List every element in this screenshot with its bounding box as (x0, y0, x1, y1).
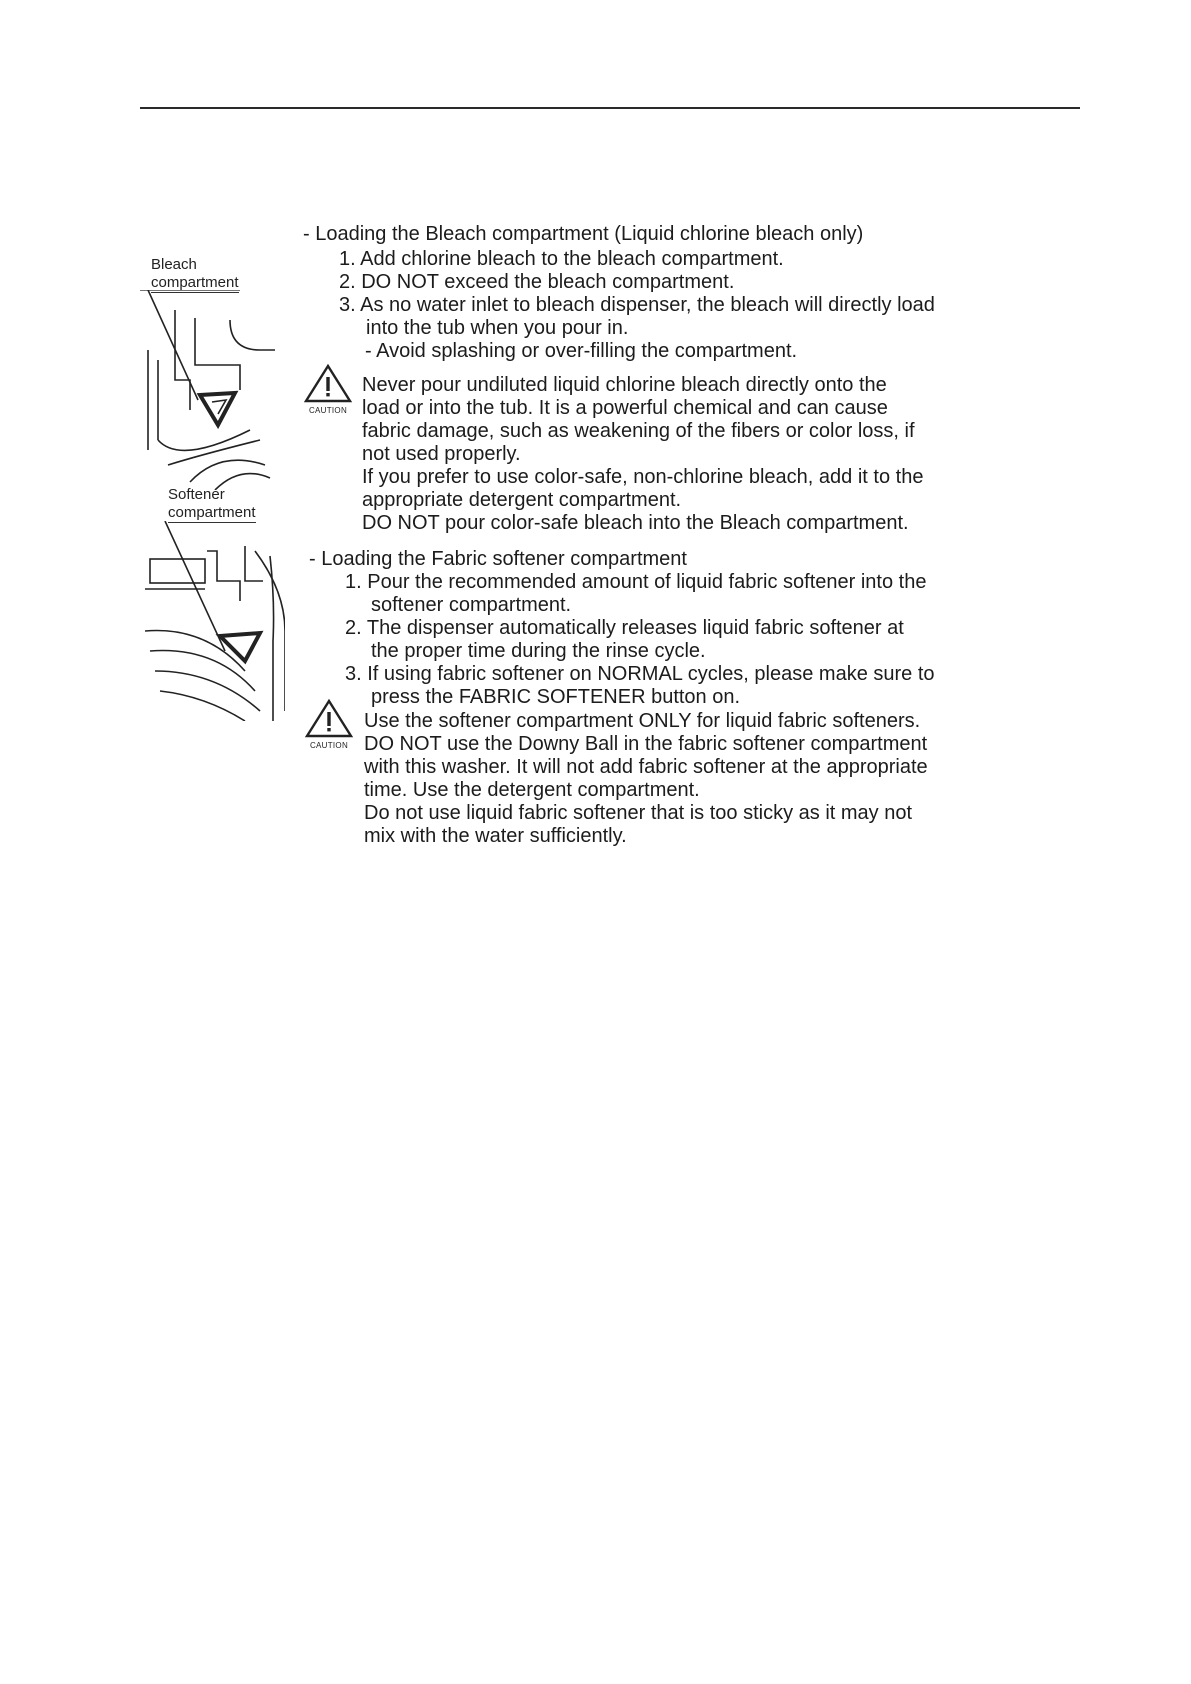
bleach-figure-label: Bleach compartment (151, 256, 239, 291)
bleach-section-heading: - Loading the Bleach compartment (Liquid chlorine bleach only) (303, 223, 864, 245)
bleach-step-3: 3. As no water inlet to bleach dispenser, the bleach will directly load (339, 294, 935, 316)
bleach-caution-line-4: not used properly. (362, 443, 521, 465)
bleach-step-3-note: - Avoid splashing or over-filling the compartment. (365, 340, 798, 362)
bleach-step-2: 2. DO NOT exceed the bleach compartment. (339, 271, 735, 293)
caution-label: CAUTION (309, 741, 349, 750)
softener-step-1-continued: softener compartment. (371, 594, 572, 616)
softener-section-heading: - Loading the Fabric softener compartment (309, 548, 687, 570)
softener-caution-line-1: Use the softener compartment ONLY for liquid fabric softeners. (364, 710, 921, 732)
softener-step-1: 1. Pour the recommended amount of liquid fabric softener into the (345, 571, 927, 593)
softener-compartment-illustration (145, 521, 285, 721)
caution-triangle-icon (304, 698, 354, 738)
bleach-caution-symbol (303, 363, 353, 415)
softener-step-3: 3. If using fabric softener on NORMAL cycles, please make sure to (345, 663, 935, 685)
bleach-caution-line-1: Never pour undiluted liquid chlorine bleach directly onto the (362, 374, 887, 396)
softener-caution-line-4: time. Use the detergent compartment. (364, 779, 700, 801)
softener-caution-line-3: with this washer. It will not add fabric softener at the appropriate (364, 756, 928, 778)
softener-step-2-continued: the proper time during the rinse cycle. (371, 640, 706, 662)
softener-caution-symbol (304, 698, 354, 750)
bleach-step-1: 1. Add chlorine bleach to the bleach compartment. (339, 248, 784, 270)
softener-caution-line-2: DO NOT use the Downy Ball in the fabric softener compartment (364, 733, 928, 755)
bleach-step-3-continued: into the tub when you pour in. (366, 317, 629, 339)
header-rule (140, 107, 1080, 109)
caution-triangle-icon (303, 363, 353, 403)
softener-step-3-continued: press the FABRIC SOFTENER button on. (371, 686, 741, 708)
bleach-caution-line-6: appropriate detergent compartment. (362, 489, 682, 511)
softener-caution-line-6: mix with the water sufficiently. (364, 825, 627, 847)
softener-figure-label: Softener compartment (168, 486, 256, 521)
softener-step-2: 2. The dispenser automatically releases liquid fabric softener at (345, 617, 904, 639)
bleach-caution-line-7: DO NOT pour color-safe bleach into the Bleach compartment. (362, 512, 909, 534)
bleach-caution-line-2: load or into the tub. It is a powerful chemical and can cause (362, 397, 888, 419)
bleach-compartment-illustration (140, 290, 280, 490)
softener-caution-line-5: Do not use liquid fabric softener that is too sticky as it may not (364, 802, 913, 824)
bleach-caution-line-3: fabric damage, such as weakening of the fibers or color loss, if (362, 420, 915, 442)
caution-label: CAUTION (308, 406, 348, 415)
bleach-caution-line-5: If you prefer to use color-safe, non-chlorine bleach, add it to the (362, 466, 924, 488)
